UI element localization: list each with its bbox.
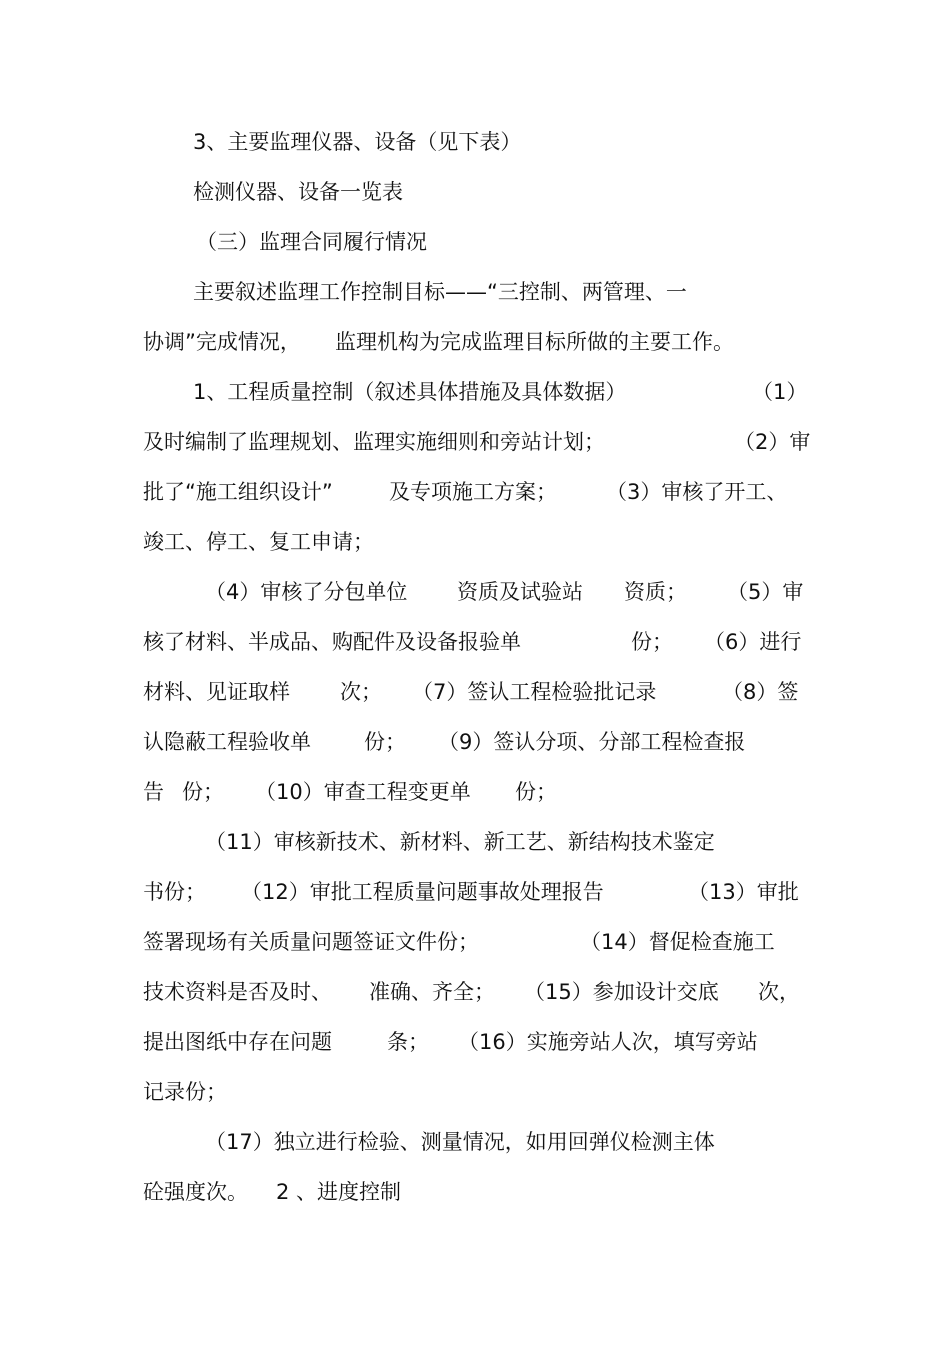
text-line [0,678,950,728]
text-line [0,278,950,328]
text-segment: 批了“施工组织设计” [143,480,333,504]
text-segment: 资质； [624,580,687,604]
text-segment: 份； [364,730,406,754]
text-line [0,128,950,178]
text-segment: 核了材料、半成品、购配件及设备报验单 [143,630,521,654]
text-line [0,1078,950,1128]
text-segment: 准确、齐全； [369,980,495,1004]
text-segment: （1） [752,380,808,404]
text-segment: 砼强度次。 [143,1180,248,1204]
text-segment: （10）审查工程变更单 [255,780,471,804]
text-line [0,1028,950,1078]
text-line [0,878,950,928]
text-segment: 签署现场有关质量问题签证文件份； [143,930,479,954]
text-segment: 及专项施工方案； [389,480,557,504]
text-line [0,828,950,878]
text-segment: （6）进行 [704,630,802,654]
text-segment: 主要叙述监理工作控制目标——“三控制、两管理、一 [193,280,687,304]
text-segment: 检测仪器、设备一览表 [193,180,403,204]
text-segment: 份； [515,780,557,804]
text-segment: （17）独立进行检验、测量情况，如用回弹仪检测主体 [205,1130,715,1154]
text-segment: 及时编制了监理规划、监理实施细则和旁站计划； [143,430,605,454]
text-line [0,328,950,378]
text-segment: 3、主要监理仪器、设备（见下表） [193,130,522,154]
text-segment: （8）签 [722,680,799,704]
text-segment: 材料、见证取样 [143,680,290,704]
text-segment: 次； [340,680,382,704]
text-segment: 份； [182,780,224,804]
text-segment: （5）审 [727,580,804,604]
text-segment: 2 、进度控制 [276,1180,402,1204]
text-segment: 次， [758,980,800,1004]
text-line [0,1128,950,1178]
text-segment: 认隐蔽工程验收单 [143,730,311,754]
text-segment: 份； [631,630,673,654]
text-line [0,378,950,428]
text-line [0,928,950,978]
text-line [0,778,950,828]
text-segment: （9）签认分项、分部工程检查报 [438,730,746,754]
text-line [0,478,950,528]
text-segment: （7）签认工程检验批记录 [412,680,657,704]
text-line [0,628,950,678]
text-segment: 监理机构为完成监理目标所做的主要工作。 [335,330,734,354]
text-segment: 资质及试验站 [457,580,583,604]
text-segment: （15）参加设计交底 [524,980,719,1004]
text-segment: （16）实施旁站人次，填写旁站 [458,1030,758,1054]
text-segment: （13）审批 [688,880,799,904]
text-segment: 告 [143,780,164,804]
text-segment: 竣工、停工、复工申请； [143,530,374,554]
text-segment: （12）审批工程质量问题事故处理报告 [241,880,604,904]
text-segment: 条； [387,1030,429,1054]
text-line [0,428,950,478]
text-segment: （4）审核了分包单位 [205,580,408,604]
text-segment: 记录份； [143,1080,227,1104]
text-line [0,228,950,278]
text-segment: 提出图纸中存在问题 [143,1030,332,1054]
text-segment: 协调”完成情况， [143,330,301,354]
text-segment: （2）审 [734,430,811,454]
text-segment: （14）督促检查施工 [580,930,775,954]
text-line [0,1178,950,1228]
text-line [0,578,950,628]
text-segment: （3）审核了开工、 [606,480,788,504]
text-line [0,728,950,778]
text-segment: 技术资料是否及时、 [143,980,332,1004]
text-line [0,978,950,1028]
text-line [0,178,950,228]
text-segment: （三）监理合同履行情况 [196,230,427,254]
text-line [0,528,950,578]
text-segment: 书份； [143,880,206,904]
text-segment: 1、工程质量控制（叙述具体措施及具体数据） [193,380,627,404]
text-segment: （11）审核新技术、新材料、新工艺、新结构技术鉴定 [205,830,715,854]
